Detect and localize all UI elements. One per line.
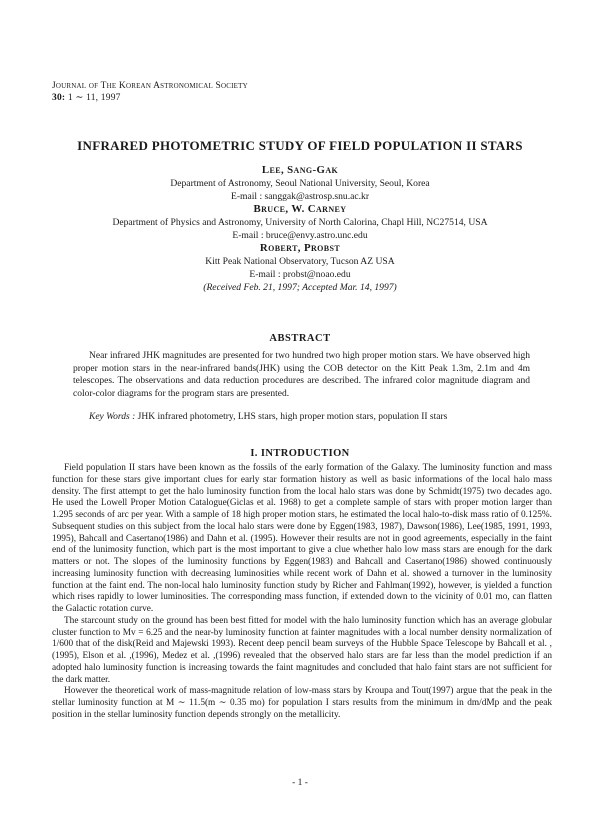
author-email: E-mail : bruce@envy.astro.unc.edu [232, 230, 368, 241]
author-name: Robert, Probst [259, 242, 341, 254]
author-affiliation: Department of Astronomy, Seoul National University, Seoul, Korea [170, 178, 430, 189]
paper-title: INFRARED PHOTOMETRIC STUDY OF FIELD POPULATION II STARS [77, 138, 523, 153]
journal-header [52, 80, 248, 104]
keywords-label: Key Words : [89, 412, 136, 422]
section-heading: I. INTRODUCTION [250, 448, 350, 459]
journal-name: Journal of The Korean Astronomical Society [52, 81, 248, 91]
author-name: Lee, Sang-Gak [261, 164, 339, 176]
body-paragraph: However the theoretical work of mass-magnitude relation of low-mass stars by Kroupa and Tout(1997) argue that the peak in the stellar luminosity function at M ∼ 11.5(m ∼ 0.35 mo) for population I stars results from the minimum in dm/dMp and the peak position in the stellar luminosity function depends strongly on the metallicity. [52, 686, 552, 720]
body-paragraph: Field population II stars have been known as the fossils of the early formation of the Galaxy. The luminosity function and mass function for these stars give important clues for early star formation history as well as basic informations of the local halo mass density. The first attempt to get the halo luminosity function from the local halo stars was done by Schmidt(1975) two decades ago. He used the Lowell Proper Motion Catalogue(Giclas et al. 1968) to get a complete sample of stars with proper motion larger than 1.295 seconds of arc per year. With a sample of 18 high proper motion stars, he estimated the local halo-to-disk mass ratio of 0.125%. Subsequent studies on this subject from the local halo stars were done by Eggen(1983, 1987), Dawson(1986), Lee(1985, 1991, 1993, 1995), Bahcall and Casertano(1986) and Dahn et al. (1995). However their results are not in good agreements, especially in the faint end of the lunimosity function, which part is the most important to give a clue whether halo low mass stars are enough for the dark matters or not. The slopes of the luminosity functions by Eggen(1983) and Bahcall and Casertano(1986) showed continuously increasing luminosity function with decreasing luminosities while recent work of Dahn et al. showed a turnover in the luminosity function at the faint end. The non-local halo luminosity function study by Richer and Fahlman(1992), however, is yielded a function which rises rapidly to lower luminosities. The corresponding mass function, if extended down to the vicinity of 0.01 mo, can flatten the Galactic rotation curve. [52, 463, 552, 614]
keywords [73, 411, 530, 424]
author-email: E-mail : sanggak@astrosp.snu.ac.kr [230, 191, 370, 202]
journal-volume-line [52, 92, 248, 104]
author-block [0, 164, 600, 294]
journal-volume: 30: [52, 93, 66, 103]
journal-pages: 1 ∼ 11, 1997 [67, 93, 121, 103]
author-name: Bruce, W. Carney [253, 203, 347, 215]
abstract-text: Near infrared JHK magnitudes are presented for two hundred two high proper motion stars. We have observed high proper motion stars in the near-infrared bands(JHK) using the COB detector on the Kitt Peak 1.3m, 2.1m and 4m telescopes. The observations and data reduction procedures are described. The infrared color magnitude diagram and color-color diagrams for the program stars are presented. [73, 351, 530, 399]
body-paragraph: The starcount study on the ground has been best fitted for model with the halo luminosity function which has an average globular cluster function to Mv = 6.25 and the near-by luminosity function at fainter magnitudes with a local number density normalization of 1/600 that of the disk(Reid and Majewski 1993). Recent deep pencil beam surveys of the Hubble Space Telescope by Bahcall et al. ,(1995), Elson et al. ,(1996), Medez et al. ,(1996) revealed that the observed halo stars are far less than the model prediction if an adopted halo luminosity function is increasing towards the faint magnitudes and concluded that halo faint stars are not sufficient for the dark matter. [52, 615, 552, 685]
page-number: - 1 - [292, 778, 308, 788]
keywords-text: JHK infrared photometry, LHS stars, high proper motion stars, population II stars [137, 412, 448, 422]
author-email: E-mail : probst@noao.edu [249, 269, 351, 280]
author-affiliation: Kitt Peak National Observatory, Tucson AZ USA [205, 256, 395, 267]
abstract-heading: ABSTRACT [269, 333, 331, 344]
author-affiliation: Department of Physics and Astronomy, University of North Calorina, Chapl Hill, NC27514, USA [112, 217, 488, 228]
section-body [52, 463, 552, 722]
received-dates: (Received Feb. 21, 1997; Accepted Mar. 14, 1997) [203, 282, 397, 293]
